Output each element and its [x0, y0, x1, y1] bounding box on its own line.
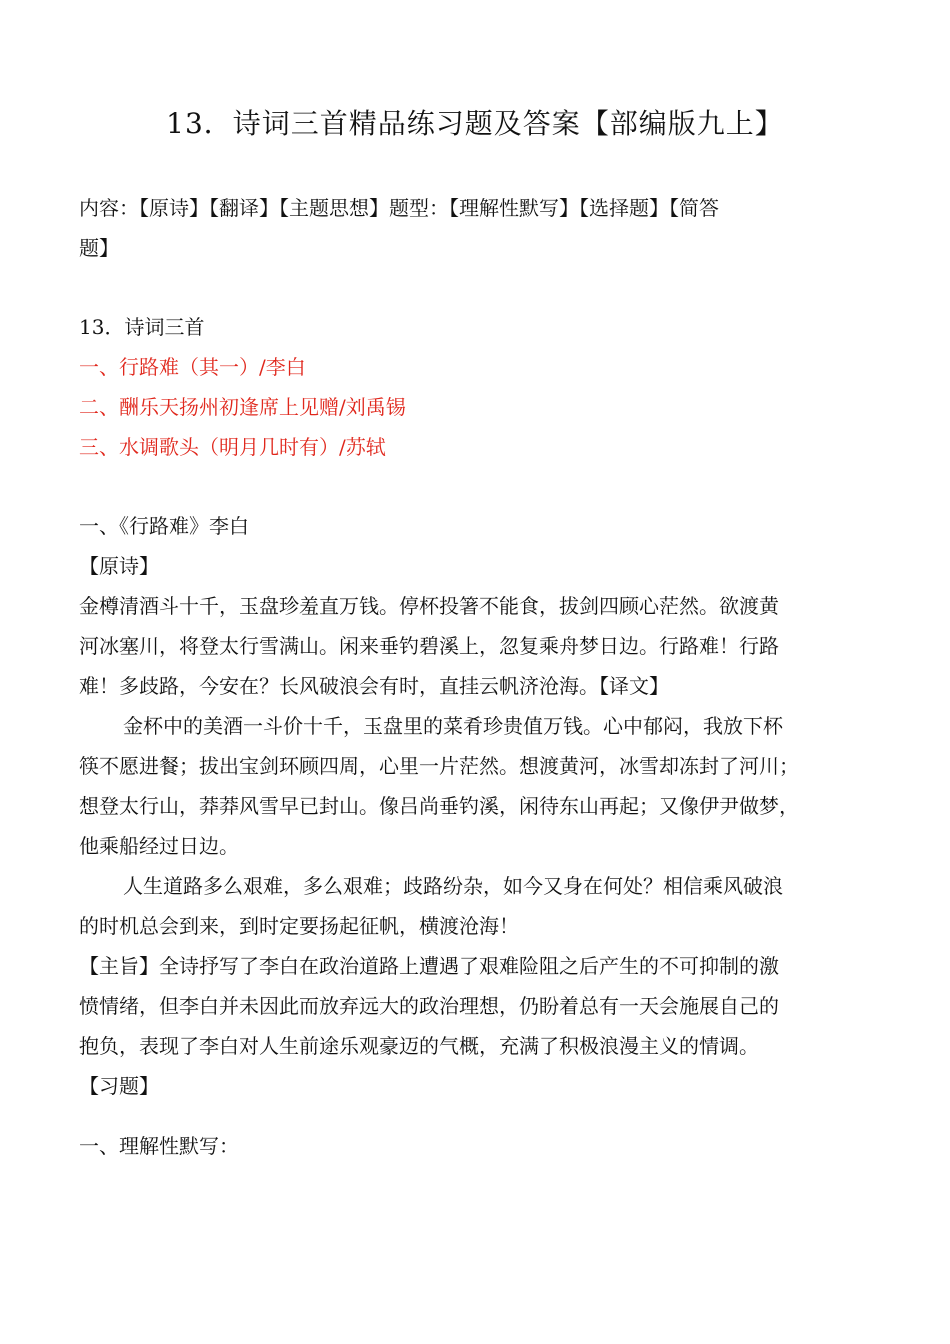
translation-line: 筷不愿进餐；拔出宝剑环顾四周，心里一片茫然。想渡黄河，冰雪却冻封了河川；: [79, 754, 799, 778]
translation-line: 他乘船经过日边。: [79, 834, 239, 858]
translation-line: 想登太行山，莽莽风雪早已封山。像吕尚垂钓溪，闲待东山再起；又像伊尹做梦，: [79, 794, 799, 818]
page-title: 13．诗词三首精品练习题及答案【部编版九上】: [166, 107, 784, 140]
translation-line: 金杯中的美酒一斗价十千，玉盘里的菜肴珍贵值万钱。心中郁闷，我放下杯: [123, 714, 783, 738]
section-xinglunan: [79, 506, 871, 1106]
toc-item: 二、酬乐天扬州初逢席上见赠/刘禹锡: [79, 395, 406, 419]
poem-line: 河冰塞川，将登太行雪满山。闲来垂钓碧溪上，忽复乘舟梦日边。行路难！行路: [79, 634, 779, 658]
content-summary: [79, 188, 871, 268]
summary-line: 内容：【原诗】【翻译】【主题思想】题型：【理解性默写】【选择题】【简答: [79, 196, 719, 220]
theme-line: 抱负，表现了李白对人生前途乐观豪迈的气概，充满了积极浪漫主义的情调。: [79, 1034, 759, 1058]
original-poem-label: 【原诗】: [79, 554, 159, 578]
theme-line: 愤情绪，但李白并未因此而放弃远大的政治理想，仍盼着总有一天会施展自己的: [79, 994, 779, 1018]
section-heading: 一、《行路难》李白: [79, 514, 249, 538]
summary-line: 题】: [79, 236, 119, 260]
toc-item: 一、行路难（其一）/李白: [79, 355, 306, 379]
theme-line: 【主旨】全诗抒写了李白在政治道路上遭遇了艰难险阻之后产生的不可抑制的激: [79, 954, 779, 978]
toc-item: 三、水调歌头（明月几时有）/苏轼: [79, 435, 386, 459]
poem-line: 金樽清酒斗十千，玉盘珍羞直万钱。停杯投箸不能食，拔剑四顾心茫然。欲渡黄: [79, 594, 779, 618]
exercise-heading: 一、理解性默写：: [79, 1134, 239, 1158]
poem-line: 难！多歧路，今安在？长风破浪会有时，直挂云帆济沧海。【译文】: [79, 674, 669, 698]
exercise-section: [79, 1126, 871, 1166]
exercise-label: 【习题】: [79, 1074, 159, 1098]
translation-line: 人生道路多么艰难，多么艰难；歧路纷杂，如今又身在何处？相信乘风破浪: [123, 874, 783, 898]
table-of-contents: [79, 307, 871, 467]
translation-line: 的时机总会到来，到时定要扬起征帆，横渡沧海！: [79, 914, 519, 938]
toc-heading: 13．诗词三首: [79, 315, 205, 339]
